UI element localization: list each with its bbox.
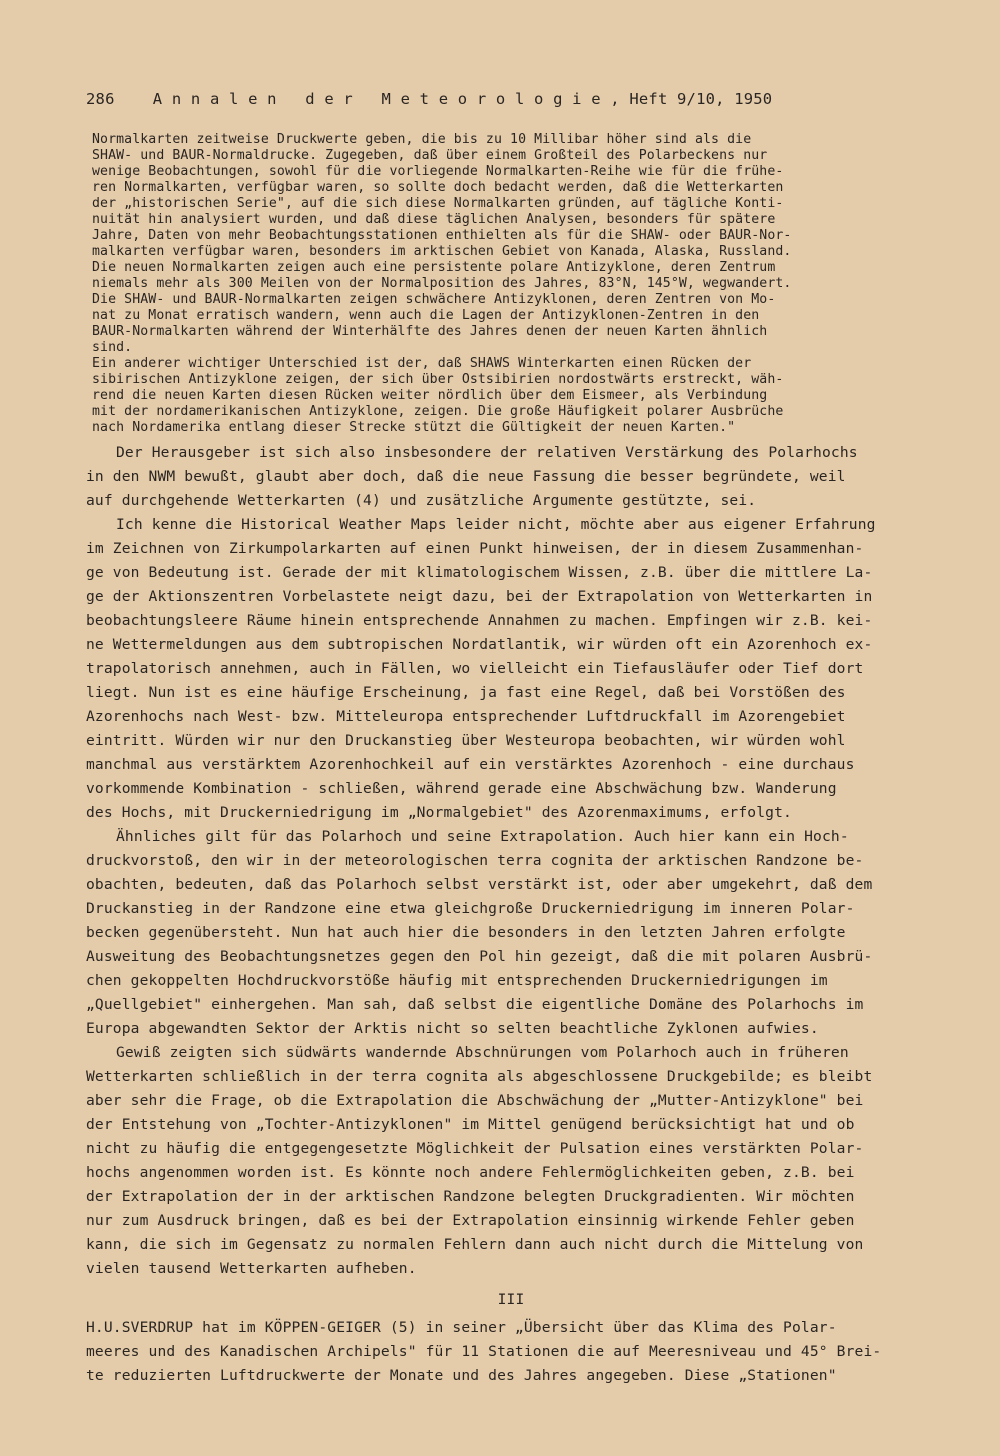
text-line: obachten, bedeuten, daß das Polarhoch selbst verstärkt ist, oder aber umgekehrt, daß dem xyxy=(86,876,873,893)
text-line: Ich kenne die Historical Weather Maps leider nicht, möchte aber aus eigener Erfahrung xyxy=(116,516,876,533)
quoted-block xyxy=(92,132,952,436)
quote-line: rend die neuen Karten diesen Rücken weiter nördlich über dem Eismeer, als Verbindung xyxy=(92,388,768,403)
quote-line: SHAW- und BAUR-Normaldrucke. Zugegeben, daß über einem Großteil des Polarbeckens nur xyxy=(92,148,768,163)
text-line: Europa abgewandten Sektor der Arktis nicht so selten beachtliche Zyklonen aufwies. xyxy=(86,1020,819,1037)
text-line: Ausweitung des Beobachtungsnetzes gegen den Pol hin gezeigt, daß die mit polaren Ausbrü- xyxy=(86,948,873,965)
text-line: der Extrapolation der in der arktischen Randzone belegten Druckgradienten. Wir möchten xyxy=(86,1188,855,1205)
text-line: eintritt. Würden wir nur den Druckanstieg über Westeuropa beobachten, wir würden wohl xyxy=(86,732,846,749)
text-line: chen gekoppelten Hochdruckvorstöße häufig mit entsprechenden Druckerniedrigungen im xyxy=(86,972,828,989)
text-line: nur zum Ausdruck bringen, daß es bei der Extrapolation einsinnig wirkende Fehler geben xyxy=(86,1212,855,1229)
text-line: des Hochs, mit Druckerniedrigung im „Normalgebiet" des Azorenmaximums, erfolgt. xyxy=(86,804,792,821)
quote-line: BAUR-Normalkarten während der Winterhälfte des Jahres denen der neuen Karten ähnlich xyxy=(92,324,768,339)
quote-line: Normalkarten zeitweise Druckwerte geben, die bis zu 10 Millibar höher sind als die xyxy=(92,132,752,147)
quote-line: Die SHAW- und BAUR-Normalkarten zeigen schwächere Antizyklonen, deren Zentren von Mo- xyxy=(92,292,776,307)
text-line: ge der Aktionszentren Vorbelastete neigt dazu, bei der Extrapolation von Wetterkarten in xyxy=(86,588,873,605)
text-line: Gewiß zeigten sich südwärts wandernde Abschnürungen vom Polarhoch auch in früheren xyxy=(116,1044,849,1061)
section-heading: III xyxy=(497,1291,525,1308)
text-line: der Entstehung von „Tochter-Antizyklonen" im Mittel genügend berücksichtigt hat und ob xyxy=(86,1116,855,1133)
journal-title: A n n a l e n d e r M e t e o r o l o g i e , xyxy=(152,90,620,108)
text-line: H.U.SVERDRUP hat im KÖPPEN-GEIGER (5) in seiner „Übersicht über das Klima des Polar- xyxy=(86,1319,837,1336)
text-line: Ähnliches gilt für das Polarhoch und seine Extrapolation. Auch hier kann ein Hoch- xyxy=(116,828,849,845)
quote-line: malkarten verfügbar waren, besonders im arktischen Gebiet von Kanada, Alaska, Russland. xyxy=(92,244,792,259)
quote-line: Ein anderer wichtiger Unterschied ist der, daß SHAWS Winterkarten einen Rücken der xyxy=(92,356,752,371)
text-line: nicht zu häufig die entgegengesetzte Möglichkeit der Pulsation eines verstärkten Polar- xyxy=(86,1140,864,1157)
quote-line: niemals mehr als 300 Meilen von der Normalposition des Jahres, 83°N, 145°W, wegwandert. xyxy=(92,276,792,291)
text-line: trapolatorisch annehmen, auch in Fällen, wo vielleicht ein Tiefausläufer oder Tief dort xyxy=(86,660,864,677)
text-line: vorkommende Kombination - schließen, während gerade eine Abschwächung bzw. Wanderung xyxy=(86,780,837,797)
quote-line: ren Normalkarten, verfügbar waren, so sollte doch bedacht werden, daß die Wetterkarten xyxy=(92,180,784,195)
text-line: aber sehr die Frage, ob die Extrapolation die Abschwächung der „Mutter-Antizyklone" bei xyxy=(86,1092,864,1109)
text-line: in den NWM bewußt, glaubt aber doch, daß die neue Fassung die besser begründete, weil xyxy=(86,468,846,485)
text-line: ge von Bedeutung ist. Gerade der mit klimatologischem Wissen, z.B. über die mittlere La- xyxy=(86,564,873,581)
quote-line: mit der nordamerikanischen Antizyklone, zeigen. Die große Häufigkeit polarer Ausbrüche xyxy=(92,404,784,419)
quote-line: nach Nordamerika entlang dieser Strecke stützt die Gültigkeit der neuen Karten." xyxy=(92,420,736,435)
quote-line: sibirischen Antizyklone zeigen, der sich über Ostsibirien nordostwärts erstreckt, wäh- xyxy=(92,372,784,387)
text-line: „Quellgebiet" einhergehen. Man sah, daß selbst die eigentliche Domäne des Polarhochs im xyxy=(86,996,864,1013)
quote-line: der „historischen Serie", auf die sich diese Normalkarten gründen, auf tägliche Konti- xyxy=(92,196,784,211)
text-line: manchmal aus verstärktem Azorenhochkeil auf ein verstärktes Azorenhoch - eine durchaus xyxy=(86,756,855,773)
text-line: im Zeichnen von Zirkumpolarkarten auf einen Punkt hinweisen, der in diesem Zusammenhan- xyxy=(86,540,864,557)
text-line: Wetterkarten schließlich in der terra cognita als abgeschlossene Druckgebilde; es bleibt xyxy=(86,1068,873,1085)
issue-label: Heft 9/10, 1950 xyxy=(629,90,773,108)
text-line: Azorenhochs nach West- bzw. Mitteleuropa entsprechender Luftdruckfall im Azorengebiet xyxy=(86,708,846,725)
quote-line: Jahre, Daten von mehr Beobachtungsstationen enthielten als für die SHAW- oder BAUR-Nor- xyxy=(92,228,792,243)
section-three xyxy=(86,1288,956,1388)
text-line: beobachtungsleere Räume hinein entsprechende Annahmen zu machen. Empfingen wir z.B. kei- xyxy=(86,612,873,629)
text-line: te reduzierten Luftdruckwerte der Monate und des Jahres angegeben. Diese „Stationen" xyxy=(86,1367,837,1384)
text-line: kann, die sich im Gegensatz zu normalen Fehlern dann auch nicht durch die Mittelung von xyxy=(86,1236,864,1253)
text-line: druckvorstoß, den wir in der meteorologischen terra cognita der arktischen Randzone be- xyxy=(86,852,864,869)
quote-line: Die neuen Normalkarten zeigen auch eine persistente polare Antizyklone, deren Zentrum xyxy=(92,260,776,275)
text-line: liegt. Nun ist es eine häufige Erscheinung, ja fast eine Regel, daß bei Vorstößen des xyxy=(86,684,846,701)
text-line: hochs angenommen worden ist. Es könnte noch andere Fehlermöglichkeiten geben, z.B. bei xyxy=(86,1164,855,1181)
text-line: Druckanstieg in der Randzone eine etwa gleichgroße Druckerniedrigung im inneren Polar- xyxy=(86,900,855,917)
text-line: meeres und des Kanadischen Archipels" für 11 Stationen die auf Meeresniveau und 45° Brei- xyxy=(86,1343,882,1360)
quote-line: nuität hin analysiert wurden, und daß diese täglichen Analysen, besonders für spätere xyxy=(92,212,776,227)
text-line: vielen tausend Wetterkarten aufheben. xyxy=(86,1260,417,1277)
quote-line: nat zu Monat erratisch wandern, wenn auch die Lagen der Antizyklonen-Zentren in den xyxy=(92,308,760,323)
page-number: 286 xyxy=(86,90,115,108)
body-text xyxy=(86,441,956,1281)
text-line: auf durchgehende Wetterkarten (4) und zusätzliche Argumente gestützte, sei. xyxy=(86,492,757,509)
text-line: becken gegenübersteht. Nun hat auch hier die besonders in den letzten Jahren erfolgte xyxy=(86,924,846,941)
quote-line: wenige Beobachtungen, sowohl für die vorliegende Normalkarten-Reihe wie für die frühe- xyxy=(92,164,784,179)
text-line: Der Herausgeber ist sich also insbesondere der relativen Verstärkung des Polarhochs xyxy=(116,444,858,461)
running-header xyxy=(86,90,936,108)
text-line: ne Wettermeldungen aus dem subtropischen Nordatlantik, wir würden oft ein Azorenhoch ex- xyxy=(86,636,873,653)
quote-line: sind. xyxy=(92,340,133,355)
